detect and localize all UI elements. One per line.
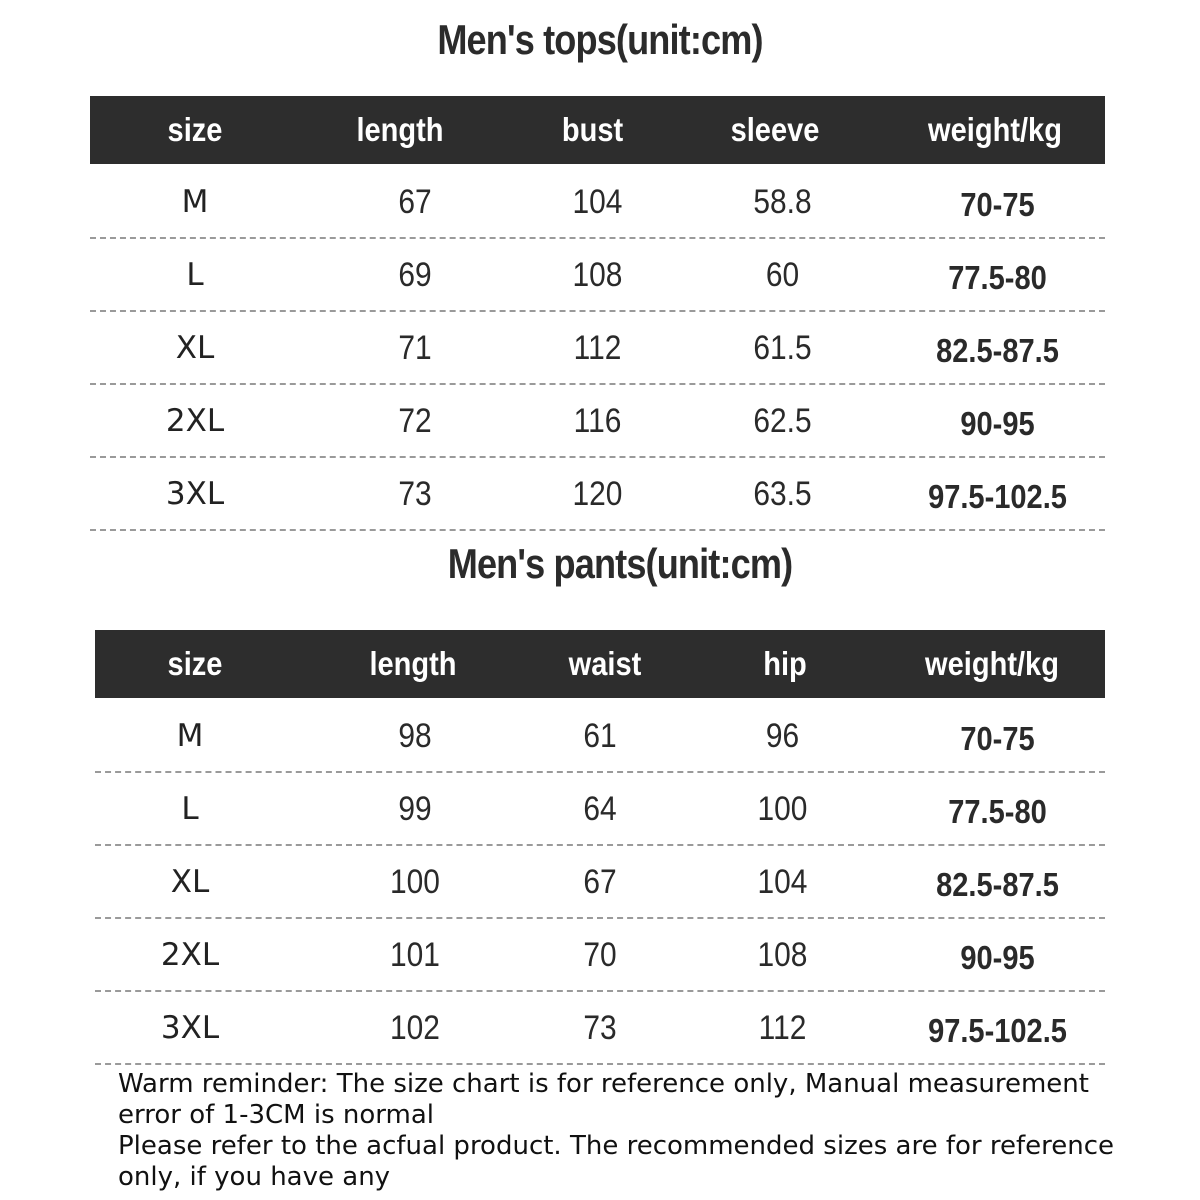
- tops-header-row: [90, 96, 1105, 164]
- cell-waist: 73: [583, 1009, 617, 1047]
- cell-length: 99: [398, 790, 432, 828]
- cell-length: 73: [398, 475, 432, 513]
- cell-length: 72: [398, 402, 432, 440]
- table-row: [95, 990, 1105, 1065]
- table-row: [90, 237, 1105, 312]
- header-size: size: [167, 111, 223, 148]
- table-row: [90, 456, 1105, 531]
- cell-waist: 70: [583, 936, 617, 974]
- cell-bust: 112: [573, 329, 622, 367]
- cell-sleeve: 61.5: [753, 329, 812, 367]
- table-row: [95, 917, 1105, 992]
- header-length: length: [356, 111, 444, 148]
- cell-length: 69: [398, 256, 432, 294]
- pants-title: Men's pants(unit:cm): [447, 540, 793, 587]
- cell-sleeve: 63.5: [753, 475, 812, 513]
- cell-length: 100: [390, 863, 440, 901]
- cell-size: XL: [175, 330, 215, 366]
- cell-length: 102: [390, 1009, 440, 1047]
- header-size: size: [167, 645, 223, 682]
- cell-weight: 77.5-80: [948, 793, 1047, 830]
- header-weight: weight/kg: [928, 111, 1062, 148]
- table-row: [90, 310, 1105, 385]
- cell-bust: 116: [573, 402, 622, 440]
- refer-note: Please refer to the acfual product. The recommended sizes are for reference only, if you have any: [118, 1131, 1114, 1192]
- cell-hip: 108: [757, 936, 808, 974]
- cell-size: 2XL: [160, 937, 220, 973]
- tops-title: Men's tops(unit:cm): [437, 16, 763, 63]
- table-row: [95, 844, 1105, 919]
- header-bust: bust: [561, 111, 624, 148]
- cell-weight: 82.5-87.5: [936, 866, 1059, 903]
- header-length: length: [369, 645, 457, 682]
- cell-bust: 108: [572, 256, 623, 294]
- cell-size: 3XL: [165, 476, 225, 512]
- cell-size: M: [181, 184, 209, 220]
- cell-weight: 70-75: [960, 720, 1035, 757]
- cell-weight: 97.5-102.5: [928, 1012, 1067, 1049]
- cell-length: 101: [390, 936, 440, 974]
- header-waist: waist: [568, 645, 642, 682]
- table-row: [90, 383, 1105, 458]
- cell-waist: 61: [583, 717, 617, 755]
- cell-weight: 82.5-87.5: [936, 332, 1059, 369]
- cell-hip: 104: [757, 863, 808, 901]
- cell-sleeve: 60: [765, 256, 800, 294]
- cell-waist: 64: [583, 790, 617, 828]
- cell-size: 2XL: [165, 403, 225, 439]
- cell-hip: 100: [757, 790, 808, 828]
- cell-bust: 120: [572, 475, 623, 513]
- cell-length: 71: [398, 329, 432, 367]
- cell-weight: 90-95: [960, 939, 1035, 976]
- cell-size: L: [181, 791, 199, 827]
- cell-weight: 70-75: [960, 186, 1035, 223]
- pants-header-row: [95, 630, 1105, 698]
- cell-weight: 97.5-102.5: [928, 478, 1067, 515]
- header-hip: hip: [763, 645, 807, 682]
- table-row: [95, 698, 1105, 773]
- reminder-note: Warm reminder: The size chart is for reference only, Manual measurement error of 1-3CM is normal: [118, 1069, 1089, 1130]
- cell-hip: 96: [765, 717, 800, 755]
- cell-sleeve: 58.8: [753, 183, 812, 221]
- cell-weight: 77.5-80: [948, 259, 1047, 296]
- cell-sleeve: 62.5: [753, 402, 812, 440]
- table-row: [90, 164, 1105, 239]
- cell-length: 67: [398, 183, 432, 221]
- cell-size: L: [186, 257, 204, 293]
- cell-weight: 90-95: [960, 405, 1035, 442]
- table-row: [95, 771, 1105, 846]
- cell-bust: 104: [572, 183, 623, 221]
- cell-size: M: [176, 718, 204, 754]
- header-sleeve: sleeve: [730, 111, 820, 148]
- cell-size: 3XL: [160, 1010, 220, 1046]
- header-weight: weight/kg: [925, 645, 1059, 682]
- cell-waist: 67: [583, 863, 617, 901]
- cell-size: XL: [170, 864, 210, 900]
- cell-length: 98: [398, 717, 432, 755]
- cell-hip: 112: [758, 1009, 807, 1047]
